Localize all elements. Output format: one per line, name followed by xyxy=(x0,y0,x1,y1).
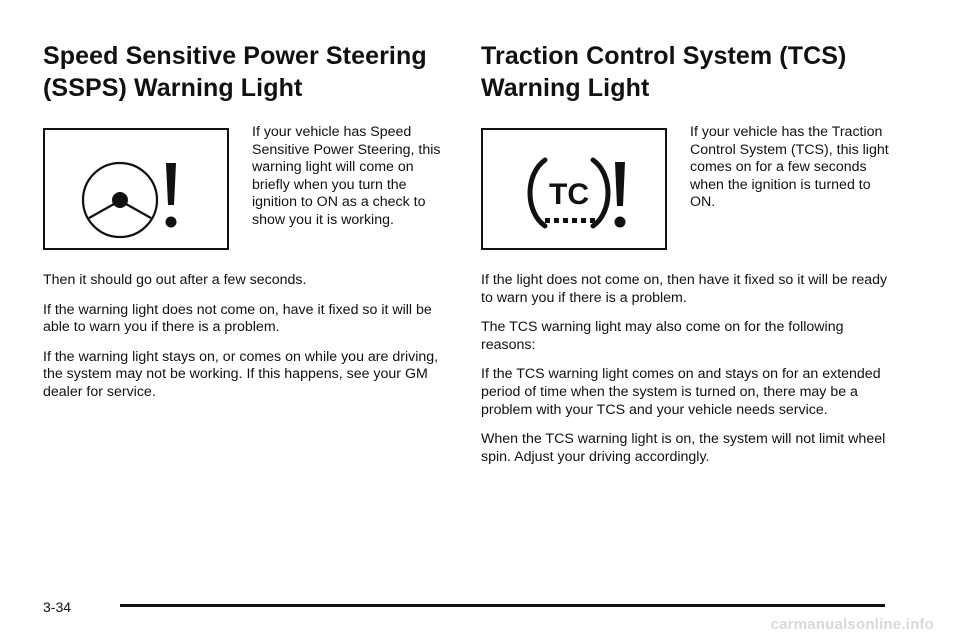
tcs-icon-box xyxy=(481,128,667,250)
tcs-body xyxy=(481,272,891,466)
watermark: carmanualsonline.info xyxy=(770,616,934,633)
steering-wheel-exclamation-icon xyxy=(45,130,227,248)
tcs-paragraph: When the TCS warning light is on, the system will not limit wheel spin. Adjust your driving accordingly. xyxy=(481,431,886,465)
ssps-side-text: If your vehicle has Speed Sensitive Power Steering, this warning light will come on briefly when you turn the ignition to ON as a check to show you it is working. xyxy=(252,124,441,228)
ssps-paragraph: If the warning light does not come on, have it fixed so it will be able to warn you if there is a problem. xyxy=(43,301,432,336)
tcs-section xyxy=(481,40,891,478)
footer-rule xyxy=(120,604,885,607)
ssps-paragraph: Then it should go out after a few seconds. xyxy=(43,272,307,288)
tcs-side-text: If your vehicle has the Traction Control System (TCS), this light comes on for a few seconds when the ignition is turned to ON. xyxy=(690,124,889,211)
ssps-heading: Speed Sensitive Power Steering (SSPS) Warning Light xyxy=(43,42,427,102)
tcs-icon-label: TC xyxy=(549,178,589,211)
ssps-body xyxy=(43,272,453,402)
ssps-section xyxy=(43,40,453,414)
tcs-figure-row xyxy=(481,124,891,274)
tcs-heading: Traction Control System (TCS) Warning Light xyxy=(481,42,847,102)
tcs-paragraph: If the TCS warning light comes on and stays on for an extended period of time when the system is turned on, there may be a problem with your TCS and your vehicle needs service. xyxy=(481,366,881,418)
page-number: 3-34 xyxy=(43,599,72,615)
tcs-exclamation-icon xyxy=(483,130,665,248)
ssps-figure-row xyxy=(43,124,453,274)
ssps-icon-box xyxy=(43,128,229,250)
tcs-paragraph: The TCS warning light may also come on for the following reasons: xyxy=(481,319,844,353)
ssps-paragraph: If the warning light stays on, or comes on while you are driving, the system may not be working. If this happens, see your GM dealer for service. xyxy=(43,348,439,400)
tcs-paragraph: If the light does not come on, then have it fixed so it will be ready to warn you if there is a problem. xyxy=(481,272,888,306)
